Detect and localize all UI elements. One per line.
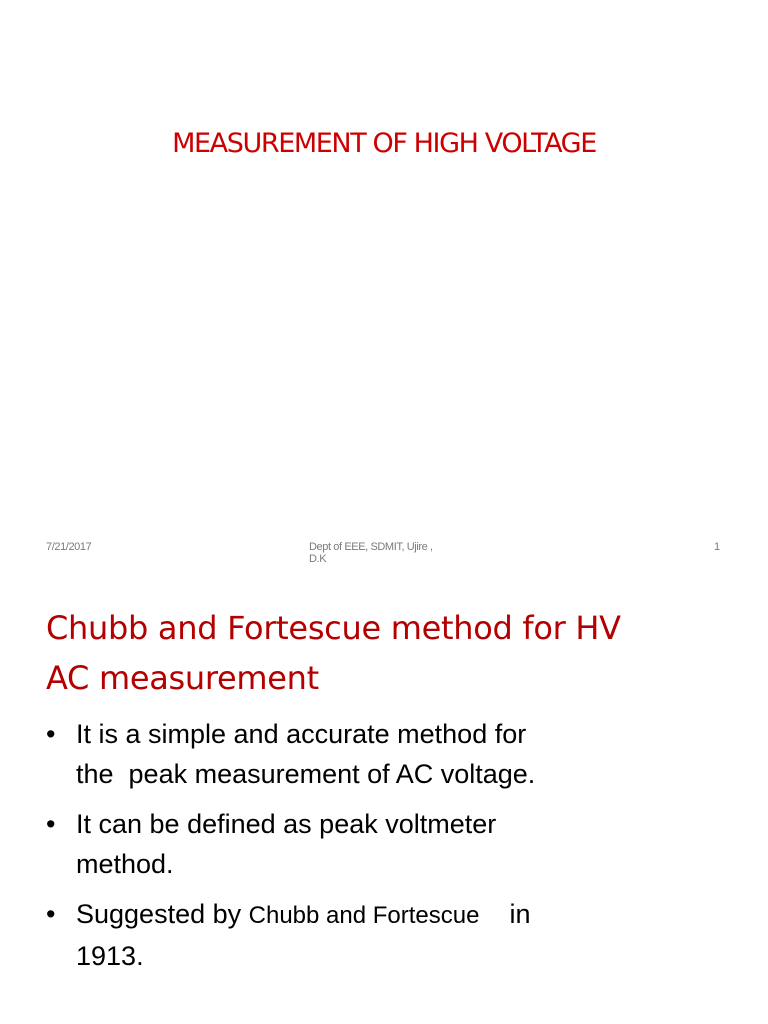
slide-title: MEASUREMENT OF HIGH VOLTAGE [172,128,596,159]
slide-heading-line2: AC measurement [46,659,319,697]
bullet-icon: • [46,719,56,749]
inventor-names: Chubb and Fortescue [248,902,480,929]
bullet-line: the peak measurement of AC voltage. [76,759,536,789]
footer-department [309,541,459,565]
bullet-line: It is a simple and accurate method for [76,719,527,749]
slide-heading [46,603,746,703]
slide-2 [0,576,768,1024]
slide-heading-line1: Chubb and Fortescue method for HV [46,609,621,647]
footer-department-line1: Dept of EEE, SDMIT, Ujire , [309,541,433,553]
bullet-line: method. [76,849,174,879]
bullet-prefix: Suggested by [76,899,249,929]
bullet-line: 1913. [76,941,144,971]
bullet-line: It can be defined as peak voltmeter [76,809,497,839]
bullet-item [46,714,686,794]
bullet-list [46,714,686,986]
footer-date: 7/21/2017 [46,541,92,553]
bullet-line [76,894,686,936]
bullet-icon: • [46,899,56,929]
bullet-item [46,894,686,976]
bullet-icon: • [46,809,56,839]
footer-department-line2: D.K [309,553,327,565]
bullet-item [46,804,686,884]
footer-page-number: 1 [714,541,720,553]
bullet-suffix: in [479,899,531,929]
